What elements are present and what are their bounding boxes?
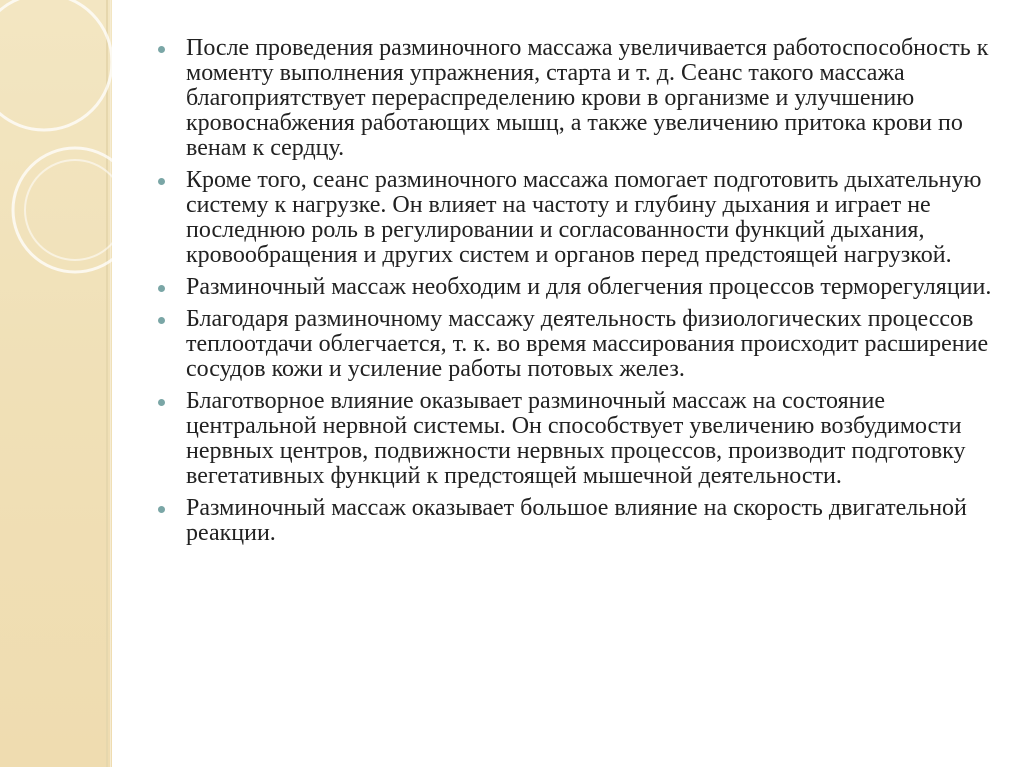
decorative-circle-middle — [13, 148, 137, 272]
bullet-item-3: Разминочный массаж необходим и для облегчения процессов терморегуляции. — [158, 275, 998, 300]
decorative-circle-top — [0, 0, 112, 130]
decorative-circle-inner — [25, 160, 125, 260]
bullet-item-4: Благодаря разминочному массажу деятельность физиологических процессов теплоотдачи облегчается, т. к. во время массирования происходит расширение сосудов кожи и усиление работы потовых желез. — [158, 307, 998, 382]
bullet-list — [158, 36, 998, 546]
slide-content — [158, 36, 998, 553]
decorative-circles — [0, 0, 140, 767]
bullet-item-5: Благотворное влияние оказывает разминочный массаж на состояние центральной нервной системы. Он способствует увеличению возбудимости нервных центров, подвижности нервных процессов, производит подготовку вегетативных функций к предстоящей мышечной деятельности. — [158, 389, 998, 489]
bullet-item-6: Разминочный массаж оказывает большое влияние на скорость двигательной реакции. — [158, 496, 998, 546]
bullet-item-1: После проведения разминочного массажа увеличивается работоспособность к моменту выполнения упражнения, старта и т. д. Сеанс такого массажа благоприятствует перераспределению крови в организме и улучшению кровоснабжения работающих мышц, а также увеличению притока крови по венам к сердцу. — [158, 36, 998, 161]
bullet-item-2: Кроме того, сеанс разминочного массажа помогает подготовить дыхательную систему к нагрузке. Он влияет на частоту и глубину дыхания и играет не последнюю роль в регулировании и согласованности функций дыхания, кровообращения и других систем и органов перед предстоящей нагрузкой. — [158, 168, 998, 268]
